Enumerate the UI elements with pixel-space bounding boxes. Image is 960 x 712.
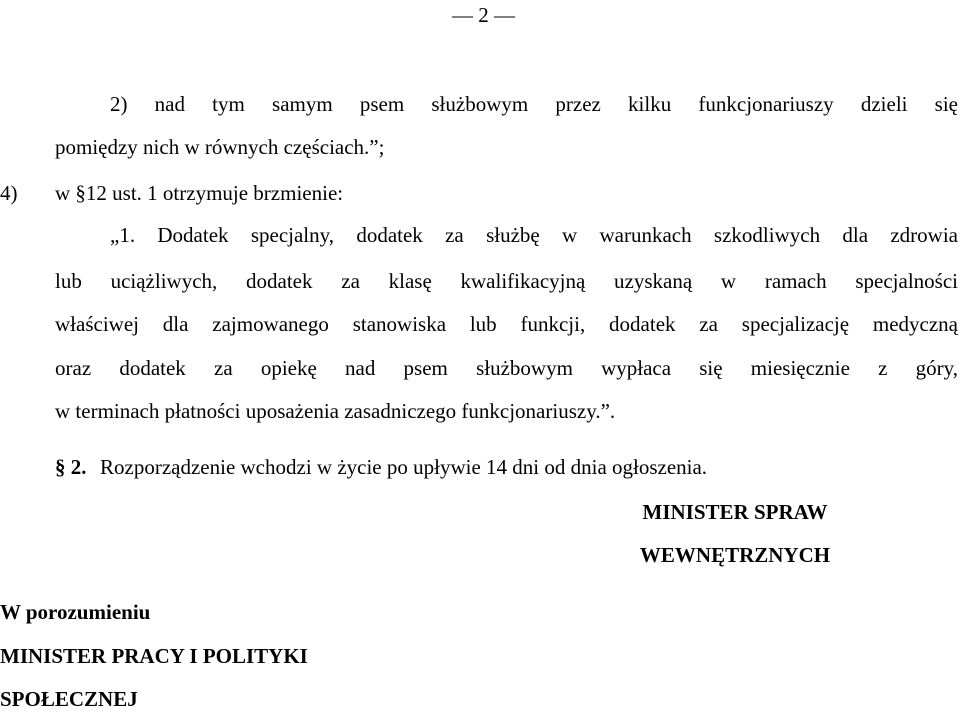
item-4-text: w §12 ust. 1 otrzymuje brzmienie:	[55, 181, 344, 205]
item-4-number: 4)	[0, 181, 18, 205]
signatory-title-line-2: WEWNĘTRZNYCH	[639, 543, 831, 567]
quoted-paragraph-line-5: w terminach płatności uposażenia zasadniczego funkcjonariuszy.”.	[55, 399, 616, 423]
agreement-label: W porozumieniu	[0, 600, 151, 624]
section-2-number: § 2.	[55, 455, 87, 479]
agreement-minister-line-1: MINISTER PRACY I POLITYKI	[0, 644, 308, 668]
page-number: — 2 —	[452, 3, 515, 27]
item-2-line-2: pomiędzy nich w równych częściach.”;	[55, 135, 385, 159]
item-2-line-1: 2) nad tym samym psem służbowym przez kilku funkcjonariuszy dzieli się	[110, 92, 958, 116]
quoted-paragraph-line-1: „1. Dodatek specjalny, dodatek za służbę w warunkach szkodliwych dla zdrowia	[110, 223, 958, 247]
agreement-minister-line-2: SPOŁECZNEJ	[0, 687, 138, 711]
signatory-title-line-1: MINISTER SPRAW	[642, 500, 828, 524]
section-2-text: Rozporządzenie wchodzi w życie po upływie 14 dni od dnia ogłoszenia.	[100, 455, 708, 479]
quoted-paragraph-line-2: lub uciążliwych, dodatek za klasę kwalifikacyjną uzyskaną w ramach specjalności	[55, 269, 958, 293]
quoted-paragraph-line-4: oraz dodatek za opiekę nad psem służbowym wypłaca się miesięcznie z góry,	[55, 356, 958, 380]
quoted-paragraph-line-3: właściwej dla zajmowanego stanowiska lub funkcji, dodatek za specjalizację medyczną	[55, 312, 958, 336]
